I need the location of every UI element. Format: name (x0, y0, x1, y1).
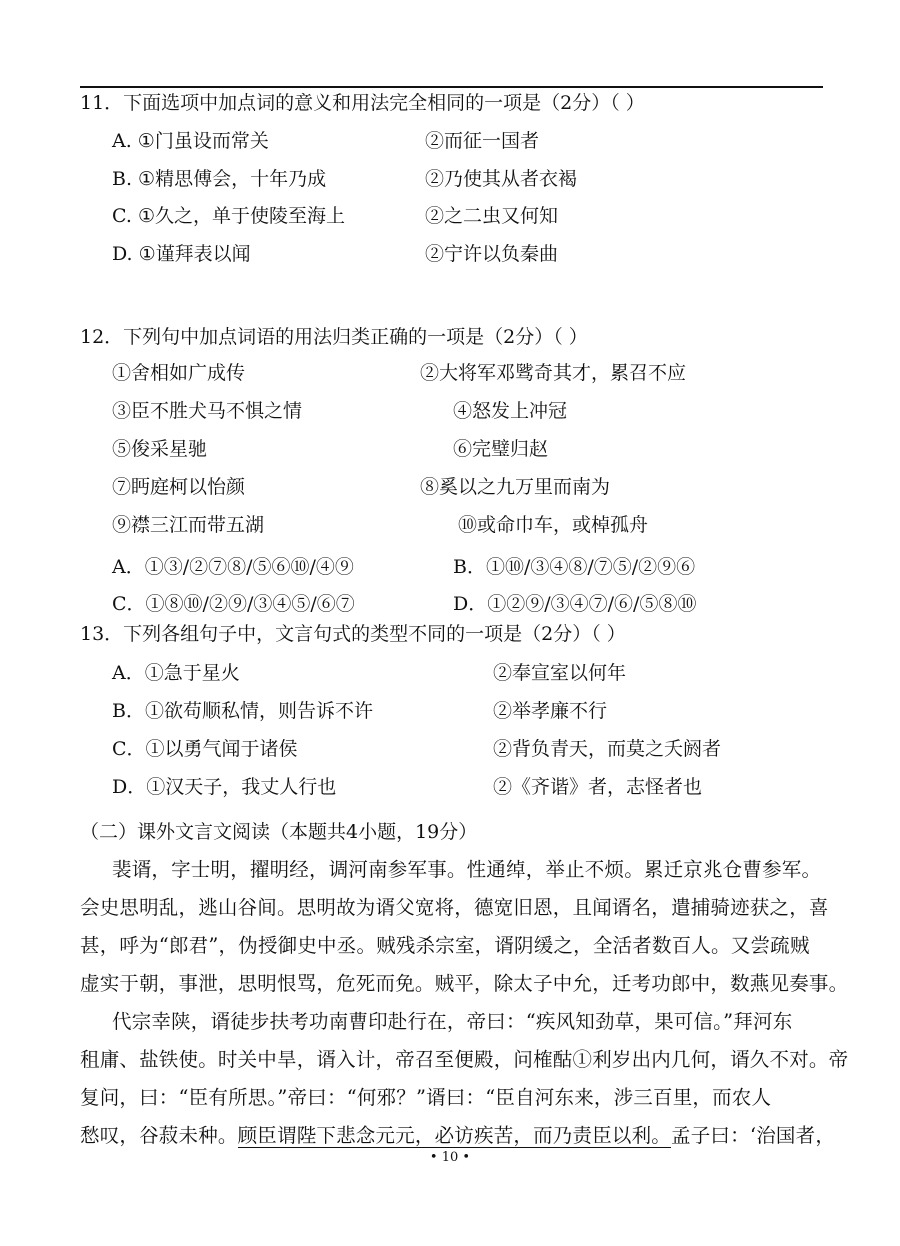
q12-option-a: A．①③/②⑦⑧/⑤⑥⑩/④⑨ (112, 556, 354, 578)
q12-item-6: ⑥完璧归赵 (453, 438, 549, 460)
passage-line-3: 甚，呼为“郎君”，伪授御史中丞。贼残杀宗室，谞阴缓之，全活者数百人。又尝疏贼 (80, 934, 810, 957)
q13-option-d-2: ②《齐谐》者，志怪者也 (493, 776, 703, 798)
q13-option-b-1: B．①欲苟顺私情，则告诉不许 (112, 700, 373, 722)
page-number: • 10 • (429, 1150, 471, 1165)
q12-item-1: ①舍相如广成传 (112, 362, 246, 384)
q12-option-b: B．①⑩/③④⑧/⑦⑤/②⑨⑥ (453, 556, 696, 578)
passage-line-8 (80, 1124, 835, 1148)
q11-option-c-2: ②之二虫又何知 (425, 205, 559, 227)
q12-item-5: ⑤俊采星驰 (112, 438, 208, 460)
passage-line-7: 复问，曰：“臣有所思。”帝曰：“何邪？”谞曰：“臣自河东来，涉三百里，而农人 (80, 1086, 772, 1109)
q12-item-10: ⑩或命巾车，或棹孤舟 (458, 514, 649, 536)
passage-line-8-start: 愁叹，谷菽未种。 (80, 1124, 238, 1147)
q11-option-d-1: D. ①谨拜表以闻 (112, 243, 251, 265)
q12-item-7: ⑦眄庭柯以怡颜 (112, 476, 246, 498)
passage-line-5: 代宗幸陕，谞徒步扶考功南曹印赴行在，帝曰：“疾风知劲草，果可信。”拜河东 (112, 1010, 793, 1033)
q13-option-c-2: ②背负青天，而莫之夭阏者 (493, 738, 722, 760)
q13-option-a-2: ②奉宣室以何年 (493, 662, 627, 684)
q12-option-c: C．①⑧⑩/②⑨/③④⑤/⑥⑦ (112, 593, 355, 615)
q11-stem: 11．下面选项中加点词的意义和用法完全相同的一项是（2分）（ ） (80, 92, 645, 114)
q12-option-d: D．①②⑨/③④⑦/⑥/⑤⑧⑩ (453, 593, 697, 615)
q11-option-a-1: A. ①门虽设而常关 (112, 130, 269, 152)
q12-stem: 12．下列句中加点词语的用法归类正确的一项是（2分）（ ） (80, 326, 588, 348)
q12-item-2: ②大将军邓骘奇其才，累召不应 (420, 362, 687, 384)
q11-option-b-1: B. ①精思傅会，十年乃成 (112, 168, 327, 190)
q12-item-9: ⑨襟三江而带五湖 (112, 514, 265, 536)
q11-option-a-2: ②而征一国者 (425, 130, 540, 152)
q11-option-c-1: C. ①久之，单于使陵至海上 (112, 205, 345, 227)
q12-item-4: ④怒发上冲冠 (453, 400, 568, 422)
q12-item-3: ③臣不胜犬马不惧之情 (112, 400, 303, 422)
passage-line-6: 租庸、盐铁使。时关中旱，谞入计，帝召至便殿，问榷酤①利岁出内几何，谞久不对。帝 (80, 1048, 849, 1071)
passage-line-1: 裴谞，字士明，擢明经，调河南参军事。性通绰，举止不烦。累迁京兆仓曹参军。 (112, 858, 822, 881)
q13-stem: 13．下列各组句子中，文言句式的类型不同的一项是（2分）（ ） (80, 623, 626, 645)
top-rule (80, 86, 823, 88)
passage-line-4: 虚实于朝，事泄，思明恨骂，危死而免。贼平，除太子中允，迁考功郎中，数燕见奏事。 (80, 972, 849, 995)
passage-line-8-end: 孟子曰：‘治国者， (671, 1124, 836, 1147)
q13-option-d-1: D．①汉天子，我丈人行也 (112, 776, 337, 798)
q11-option-d-2: ②宁许以负秦曲 (425, 243, 559, 265)
section-heading: （二）课外文言文阅读（本题共4小题，19分） (80, 821, 478, 843)
q12-item-8: ⑧奚以之九万里而南为 (420, 476, 611, 498)
q11-option-b-2: ②乃使其从者衣褐 (425, 168, 578, 190)
q13-option-a-1: A．①急于星火 (112, 662, 240, 684)
underlined-sentence: 顾臣谓陛下悲念元元，必访疾苦，而乃责臣以利。 (237, 1124, 672, 1147)
passage-line-2: 会史思明乱，逃山谷间。思明故为谞父宽将，德宽旧恩，且闻谞名，遣捕骑迹获之，喜 (80, 896, 829, 919)
q13-option-b-2: ②举孝廉不行 (493, 700, 608, 722)
q13-option-c-1: C．①以勇气闻于诸侯 (112, 738, 298, 760)
